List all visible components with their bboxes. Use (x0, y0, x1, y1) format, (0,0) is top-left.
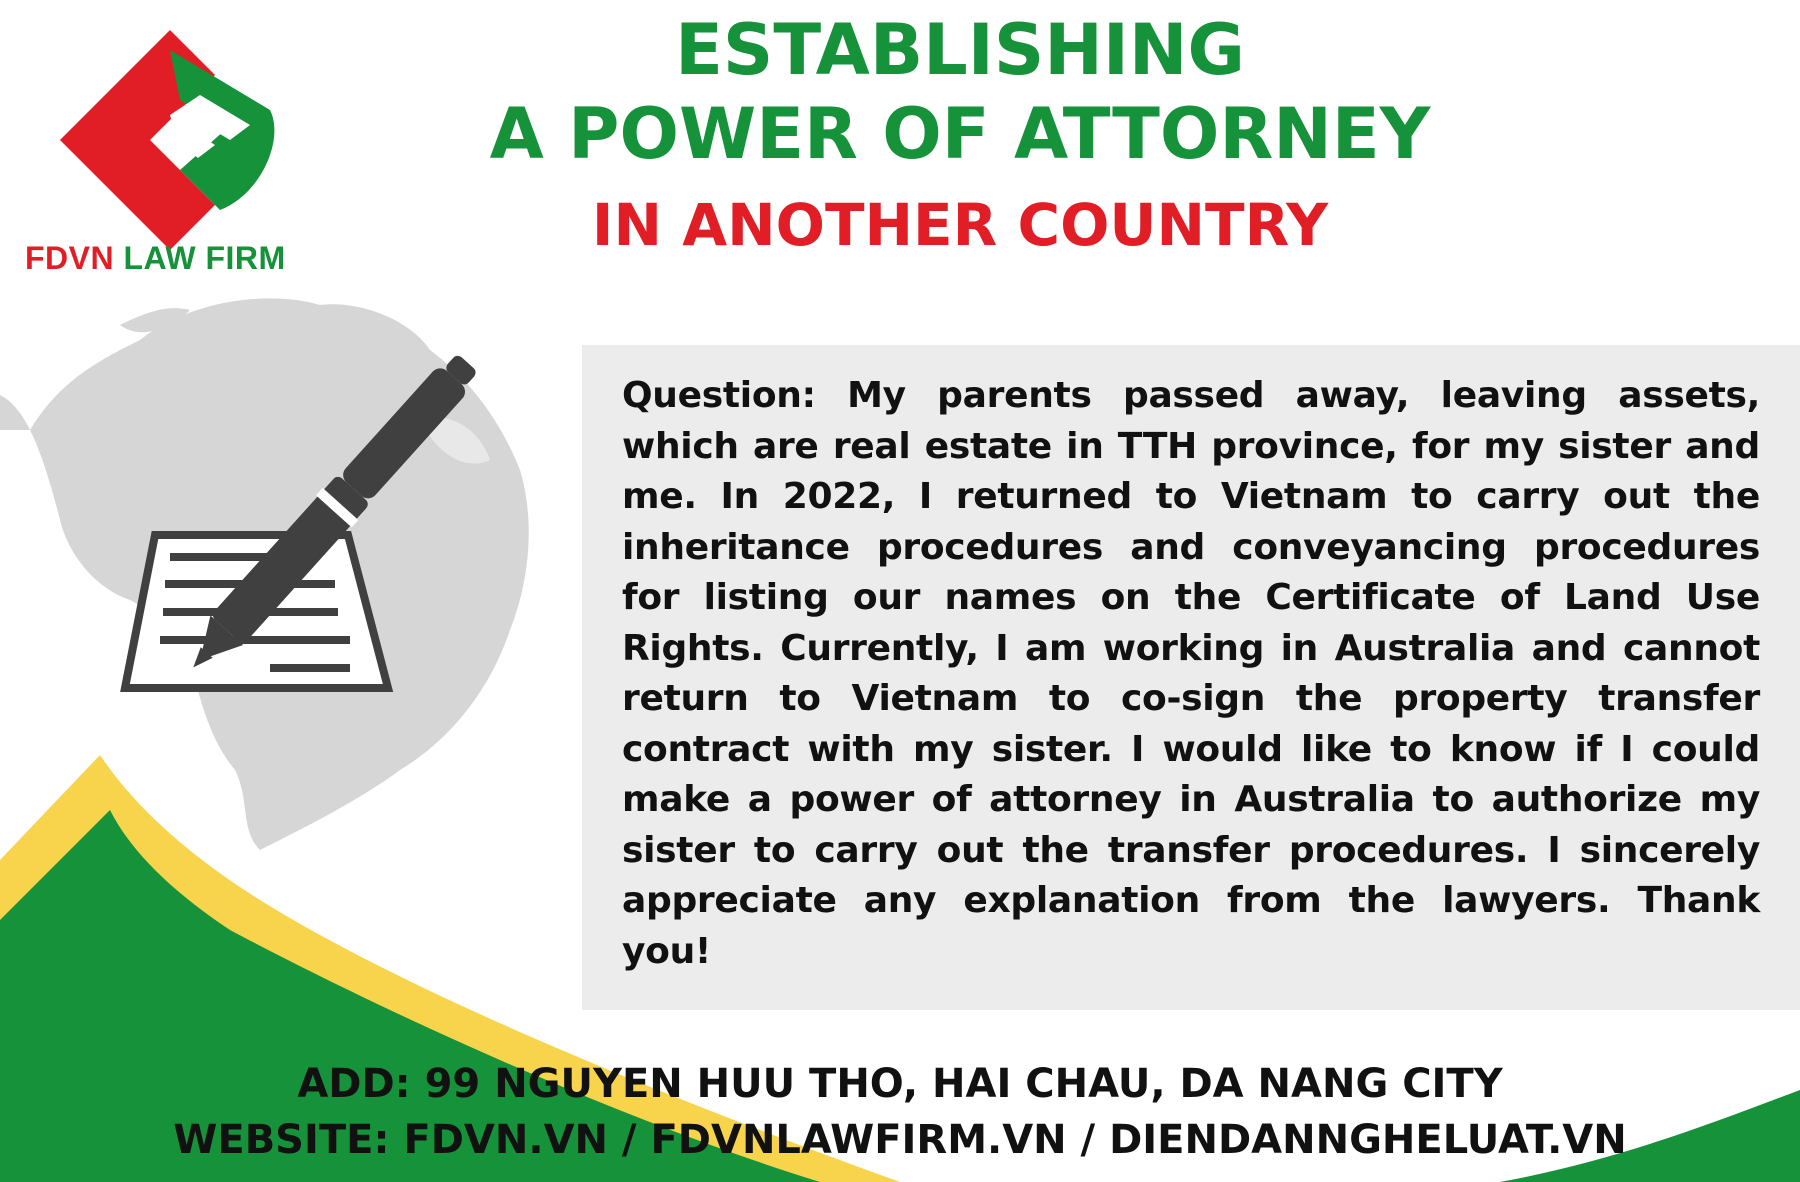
logo-name-fdvn: FDVN (25, 240, 115, 276)
logo-name (25, 240, 286, 277)
logo-name-law-firm: LAW FIRM (123, 240, 286, 276)
question-panel (582, 345, 1800, 1010)
footer-website: WEBSITE: FDVN.VN / FDVNLAWFIRM.VN / DIENDANNGHELUAT.VN (173, 1117, 1627, 1163)
title-line-2: A POWER OF ATTORNEY (489, 93, 1431, 175)
footer-address: ADD: 99 NGUYEN HUU THO, HAI CHAU, DA NANG CITY (297, 1061, 1503, 1107)
title-line-3: IN ANOTHER COUNTRY (591, 191, 1329, 259)
question-text: Question: My parents passed away, leaving assets, which are real estate in TTH province, for my sister and me. In 2022, I returned to Vietnam to carry out the inheritance procedures and conveyancing procedures for listing our names on the Certificate of Land Use Rights. Currently, I am working in Australia and cannot return to Vietnam to co-sign the property transfer contract with my sister. I would like to know if I could make a power of attorney in Australia to authorize my sister to carry out the transfer procedures. I sincerely appreciate any explanation from the lawyers. Thank you! (622, 375, 1760, 972)
title-line-1: ESTABLISHING (675, 9, 1245, 91)
